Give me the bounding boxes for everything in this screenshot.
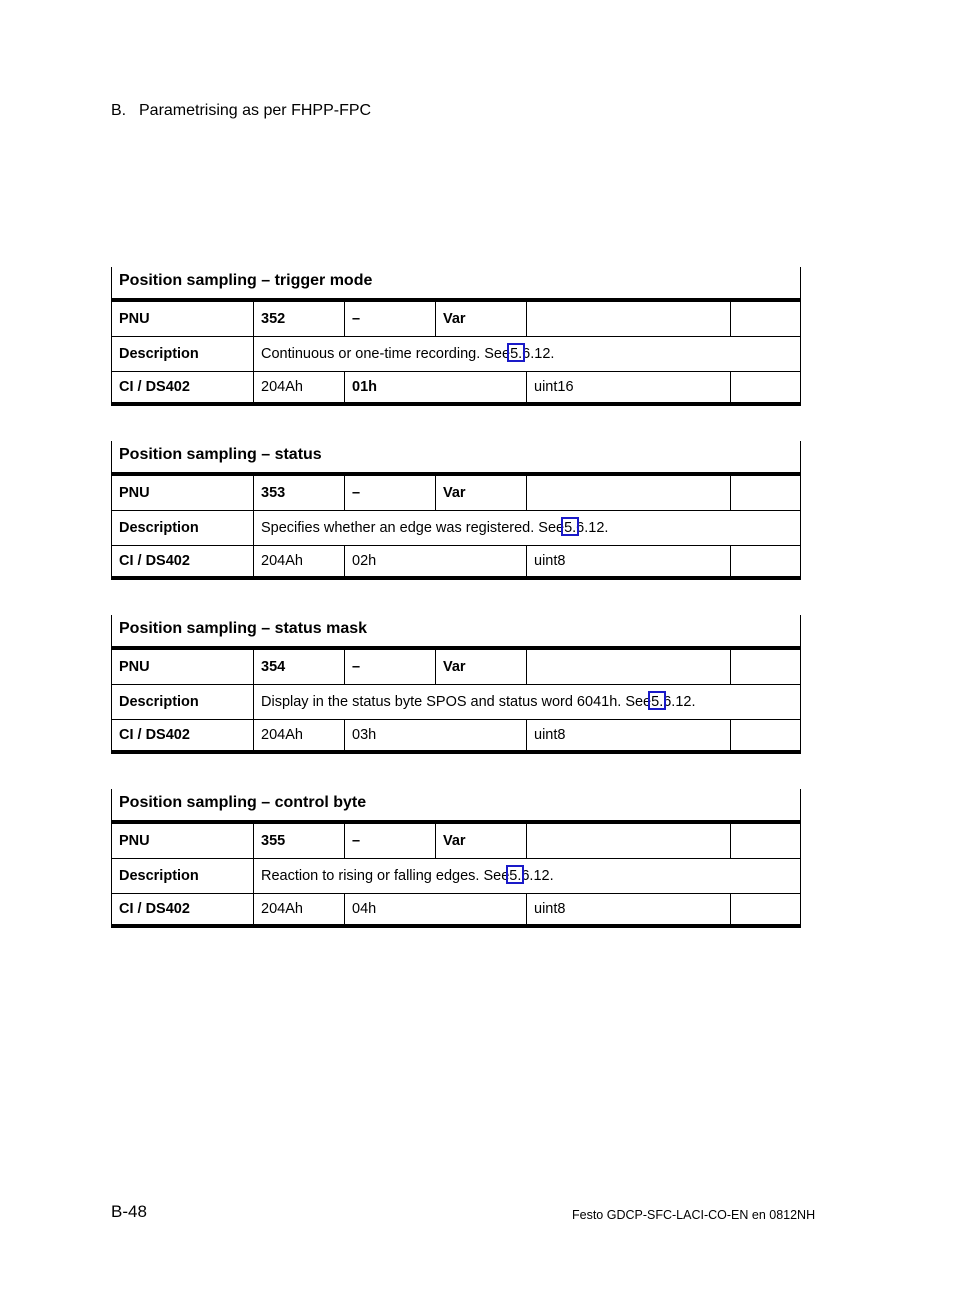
ci-row (112, 720, 800, 750)
description-after: .6.12. (518, 346, 555, 362)
ci-row (112, 372, 800, 402)
pnu-empty-cell (730, 824, 798, 858)
description-after: .6.12. (572, 520, 609, 536)
ci-type: uint8 (526, 546, 730, 576)
description-text (253, 337, 798, 371)
ci-index: 204Ah (253, 720, 344, 750)
section-reference-link[interactable] (510, 346, 518, 362)
pnu-dash: – (344, 650, 435, 684)
pnu-var: Var (435, 302, 526, 336)
ci-empty-cell (730, 372, 798, 402)
parameter-table (111, 615, 801, 754)
pnu-label: PNU (119, 833, 150, 849)
ci-type: uint8 (526, 720, 730, 750)
pnu-row (112, 650, 800, 684)
table-title: Position sampling – control byte (119, 794, 367, 811)
pnu-dash: – (344, 824, 435, 858)
table-bottom-rule (112, 750, 800, 754)
pnu-dash: – (344, 302, 435, 336)
ci-index: 204Ah (253, 372, 344, 402)
pnu-value: 355 (253, 824, 344, 858)
pnu-empty-cell (526, 824, 730, 858)
parameter-table (111, 441, 801, 580)
section-reference-link[interactable] (564, 520, 572, 536)
pnu-empty-cell (730, 476, 798, 510)
pnu-value: 352 (253, 302, 344, 336)
pnu-var: Var (435, 824, 526, 858)
description-label: Description (119, 868, 199, 884)
pnu-var: Var (435, 650, 526, 684)
ci-index: 204Ah (253, 546, 344, 576)
pnu-empty-cell (526, 476, 730, 510)
description-label: Description (119, 346, 199, 362)
description-text (253, 511, 798, 545)
document-id: Festo GDCP-SFC-LACI-CO-EN en 0812NH (572, 1208, 816, 1222)
ci-empty-cell (730, 894, 798, 924)
description-label: Description (119, 694, 199, 710)
link-frame (561, 517, 579, 536)
pnu-label: PNU (119, 485, 150, 501)
parameter-table (111, 267, 801, 406)
ci-row (112, 546, 800, 576)
description-row (112, 858, 800, 894)
page-number: B-48 (111, 1202, 147, 1221)
pnu-empty-cell (730, 302, 798, 336)
section-reference-link[interactable] (651, 694, 659, 710)
pnu-row (112, 476, 800, 510)
ci-label: CI / DS402 (119, 727, 190, 743)
ci-label: CI / DS402 (119, 379, 190, 395)
ci-index: 204Ah (253, 894, 344, 924)
pnu-value: 353 (253, 476, 344, 510)
pnu-empty-cell (730, 650, 798, 684)
ci-subindex: 04h (344, 894, 526, 924)
pnu-value: 354 (253, 650, 344, 684)
table-title: Position sampling – status mask (119, 620, 368, 637)
pnu-dash: – (344, 476, 435, 510)
ci-label: CI / DS402 (119, 901, 190, 917)
pnu-empty-cell (526, 302, 730, 336)
description-label: Description (119, 520, 199, 536)
link-frame (506, 865, 524, 884)
link-text: 5 (510, 346, 519, 362)
ci-empty-cell (730, 546, 798, 576)
link-text: 5 (651, 694, 660, 710)
description-before: Display in the status byte SPOS and status word 6041h. See (261, 694, 652, 710)
description-after: .6.12. (517, 868, 554, 884)
ci-empty-cell (730, 720, 798, 750)
ci-subindex: 02h (344, 546, 526, 576)
section-number: B. (111, 102, 127, 119)
ci-subindex: 03h (344, 720, 526, 750)
description-text (253, 685, 798, 719)
ci-type: uint16 (526, 372, 730, 402)
section-header (111, 102, 371, 120)
table-title: Position sampling – status (119, 446, 322, 463)
pnu-row (112, 302, 800, 336)
link-text: 5 (564, 520, 573, 536)
ci-row (112, 894, 800, 924)
pnu-label: PNU (119, 311, 150, 327)
pnu-row (112, 824, 800, 858)
description-after: .6.12. (659, 694, 696, 710)
description-before: Continuous or one-time recording. See (261, 346, 511, 362)
ci-subindex: 01h (344, 372, 526, 402)
ci-label: CI / DS402 (119, 553, 190, 569)
pnu-empty-cell (526, 650, 730, 684)
description-row (112, 684, 800, 720)
table-bottom-rule (112, 924, 800, 928)
table-bottom-rule (112, 576, 800, 580)
link-frame (648, 691, 666, 710)
pnu-var: Var (435, 476, 526, 510)
link-frame (507, 343, 525, 362)
table-title: Position sampling – trigger mode (119, 272, 373, 289)
description-row (112, 510, 800, 546)
description-before: Reaction to rising or falling edges. See (261, 868, 510, 884)
parameter-table (111, 789, 801, 928)
section-title: Parametrising as per FHPP-FPC (139, 102, 372, 119)
description-before: Specifies whether an edge was registered. See (261, 520, 565, 536)
section-reference-link[interactable] (509, 868, 517, 884)
description-row (112, 336, 800, 372)
ci-type: uint8 (526, 894, 730, 924)
description-text (253, 859, 798, 893)
pnu-label: PNU (119, 659, 150, 675)
link-text: 5 (509, 868, 518, 884)
table-bottom-rule (112, 402, 800, 406)
